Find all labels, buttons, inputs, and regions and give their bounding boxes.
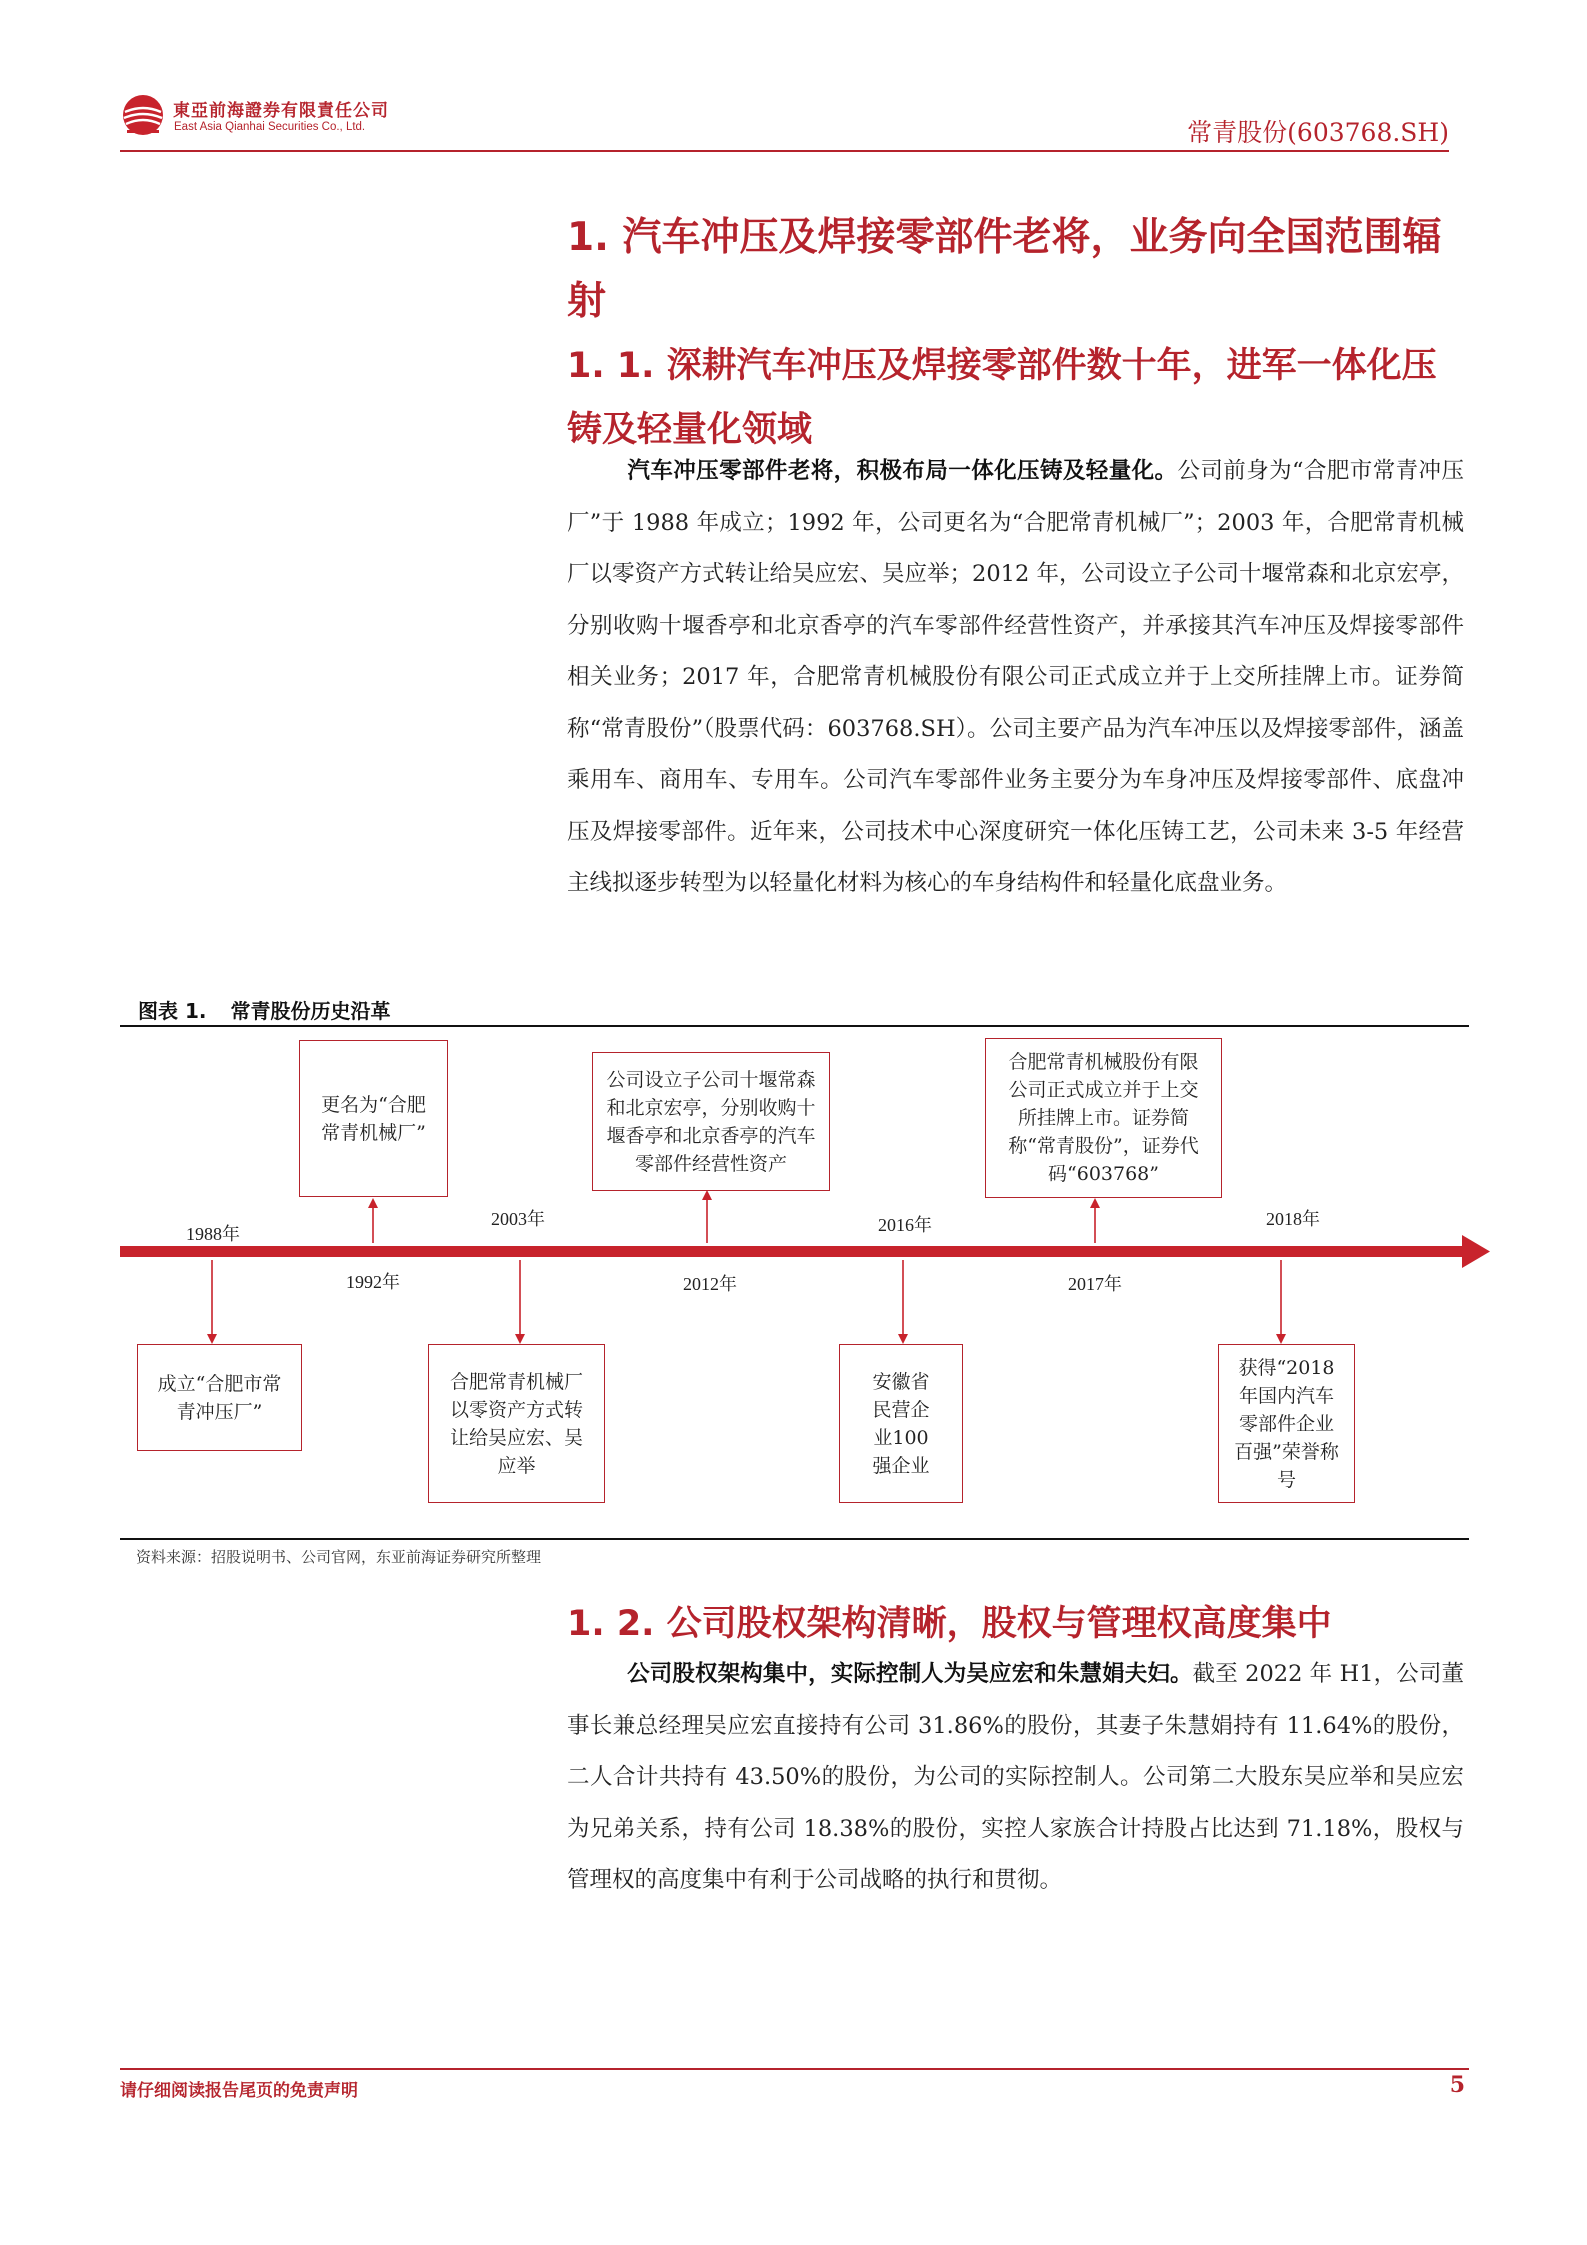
event-box-2003: 合肥常青机械厂以零资产方式转让给吴应宏、吴应举 [428, 1344, 605, 1503]
section-1-2-lead: 公司股权架构集中，实际控制人为吴应宏和朱慧娟夫妇。 [627, 1661, 1193, 1687]
event-box-2018: 获得“2018年国内汽车零部件企业百强”荣誉称号 [1218, 1344, 1355, 1503]
event-box-1988: 成立“合肥市常青冲压厂” [137, 1344, 302, 1451]
section-1-2-heading: 1. 2. 公司股权架构清晰，股权与管理权高度集中 [567, 1604, 1332, 1644]
year-label-2018: 2018年 [1266, 1209, 1320, 1229]
event-box-2012: 公司设立子公司十堰常森和北京宏亭，分别收购十堰香亭和北京香亭的汽车零部件经营性资产 [592, 1052, 830, 1191]
year-label-2003: 2003年 [491, 1209, 545, 1229]
year-label-2012: 2012年 [683, 1274, 737, 1294]
section-1-2-paragraph [567, 1649, 1464, 1907]
footer-disclaimer: 请仔细阅读报告尾页的免责声明 [120, 2081, 358, 2101]
year-label-2017: 2017年 [1068, 1274, 1122, 1294]
section-1-1-lead: 汽车冲压零部件老将，积极布局一体化压铸及轻量化。 [627, 458, 1178, 484]
company-name-en: East Asia Qianhai Securities Co., Ltd. [174, 121, 366, 133]
page-number: 5 [1449, 2072, 1465, 2098]
figure-label: 图表 1. [138, 999, 207, 1023]
event-box-2016: 安徽省民营企业100强企业 [839, 1344, 963, 1503]
figure-bottom-rule [120, 1538, 1469, 1540]
figure-source: 资料来源：招股说明书、公司官网，东亚前海证券研究所整理 [136, 1548, 542, 1566]
year-label-2016: 2016年 [878, 1215, 932, 1235]
section-1-2-body: 截至 2022 年 H1，公司董事长兼总经理吴应宏直接持有公司 31.86%的股份，其妻子朱慧娟持有 11.64%的股份，二人合计共持有 43.50%的股份，为公司的实际控制人。公司第二大股东吴应举和吴应宏为兄弟关系，持有公司 18.38%的股份，实控人家族合计持股占比达到 71.18%，股权与管理权的高度集中有利于公司战略的执行和贯彻。 [567, 1661, 1464, 1893]
timeline-arrowhead [1462, 1235, 1490, 1268]
company-name-cn: 東亞前海證券有限責任公司 [173, 101, 389, 121]
section-1-1-body: 公司前身为“合肥市常青冲压厂”于 1988 年成立；1992 年，公司更名为“合肥常青机械厂”；2003 年，合肥常青机械厂以零资产方式转让给吴应宏、吴应举；2012 年，公司设立子公司十堰常森和北京宏亭，分别收购十堰香亭和北京香亭的汽车零部件经营性资产，并承接其汽车冲压及焊接零部件相关业务；2017 年，合肥常青机械股份有限公司正式成立并于上交所挂牌上市。证券简称“常青股份”（股票代码：603768.SH）。公司主要产品为汽车冲压以及焊接零部件，涵盖乘用车、商用车、专用车。公司汽车零部件业务主要分为车身冲压及焊接零部件、底盘冲压及焊接零部件。近年来，公司技术中心深度研究一体化压铸工艺，公司未来 3-5 年经营主线拟逐步转型为以轻量化材料为核心的车身结构件和轻量化底盘业务。 [567, 458, 1464, 896]
timeline-axis [120, 1246, 1465, 1257]
figure-title: 常青股份历史沿革 [230, 999, 391, 1023]
footer-divider [120, 2068, 1469, 2070]
year-label-1988: 1988年 [186, 1224, 240, 1244]
year-label-1992: 1992年 [346, 1272, 400, 1292]
section-1-1-heading: 1. 1. 深耕汽车冲压及焊接零部件数十年，进军一体化压铸及轻量化领域 [567, 346, 1437, 450]
event-box-1992: 更名为“合肥常青机械厂” [299, 1040, 448, 1197]
report-title: 常青股份(603768.SH) [1187, 118, 1449, 147]
event-box-2017: 合肥常青机械股份有限公司正式成立并于上交所挂牌上市。证券简称“常青股份”，证券代码“603768” [985, 1038, 1222, 1198]
section-1-heading: 1. 汽车冲压及焊接零部件老将，业务向全国范围辐射 [567, 215, 1442, 324]
